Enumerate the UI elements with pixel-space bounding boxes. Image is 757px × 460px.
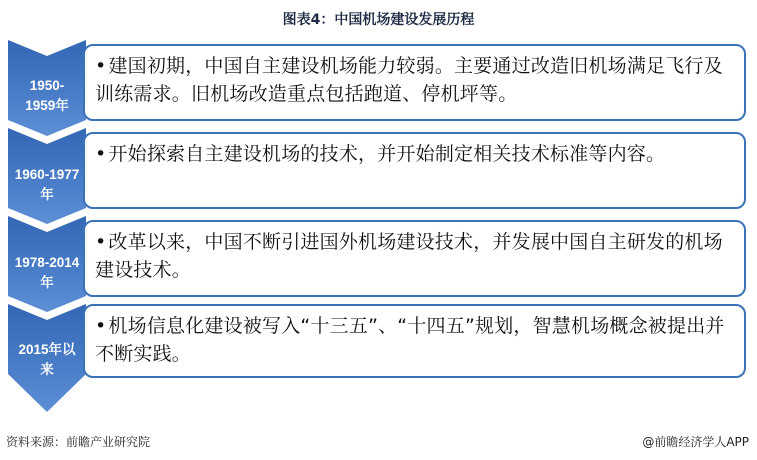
- timeline-box-2: [83, 132, 746, 209]
- period-label-1: [8, 76, 86, 116]
- timeline-box-1: [83, 44, 746, 121]
- bullet-2: •: [95, 143, 107, 165]
- timeline-text-3: [95, 228, 732, 284]
- period-label-2: [8, 165, 86, 205]
- timeline-description-3: 改革以来，中国不断引进国外机场建设技术，并发展中国自主研发的机场建设技术。: [95, 231, 723, 281]
- period-label-1-line-1: 1950-: [29, 78, 65, 93]
- timeline-text-4: [95, 312, 732, 368]
- timeline-text-2: [95, 140, 732, 168]
- period-label-4: [8, 340, 86, 380]
- period-label-4-line-2: 来: [40, 362, 54, 377]
- credit-note: @前瞻经济学人APP: [642, 435, 749, 449]
- timeline-text-1: [95, 52, 732, 108]
- timeline-description-2: 开始探索自主建设机场的技术，并开始制定相关技术标准等内容。: [108, 143, 666, 165]
- period-label-3-line-1: 1978-2014: [14, 255, 80, 270]
- timeline-description-1: 建国初期，中国自主建设机场能力较弱。主要通过改造旧机场满足飞行及训练需求。旧机场改造重点包括跑道、停机坪等。: [95, 55, 723, 105]
- bullet-1: •: [95, 55, 107, 77]
- period-label-3-line-2: 年: [40, 275, 54, 290]
- timeline-chevron-column: [8, 40, 86, 412]
- period-label-4-line-1: 2015年以: [18, 342, 76, 357]
- bullet-4: •: [95, 315, 107, 337]
- period-label-2-line-2: 年: [40, 187, 54, 202]
- timeline-box-4: [83, 304, 746, 378]
- timeline-description-4: 机场信息化建设被写入“十三五”、“十四五”规划，智慧机场概念被提出并不断实践。: [95, 315, 725, 365]
- source-note: 资料来源：前瞻产业研究院: [6, 435, 151, 449]
- period-label-2-line-1: 1960-1977: [14, 167, 80, 182]
- chart-title: 图表4：中国机场建设发展历程: [282, 12, 475, 28]
- period-label-3: [8, 253, 86, 293]
- period-label-1-line-2: 1959年: [25, 98, 69, 113]
- bullet-3: •: [95, 231, 107, 253]
- timeline-box-3: [83, 220, 746, 297]
